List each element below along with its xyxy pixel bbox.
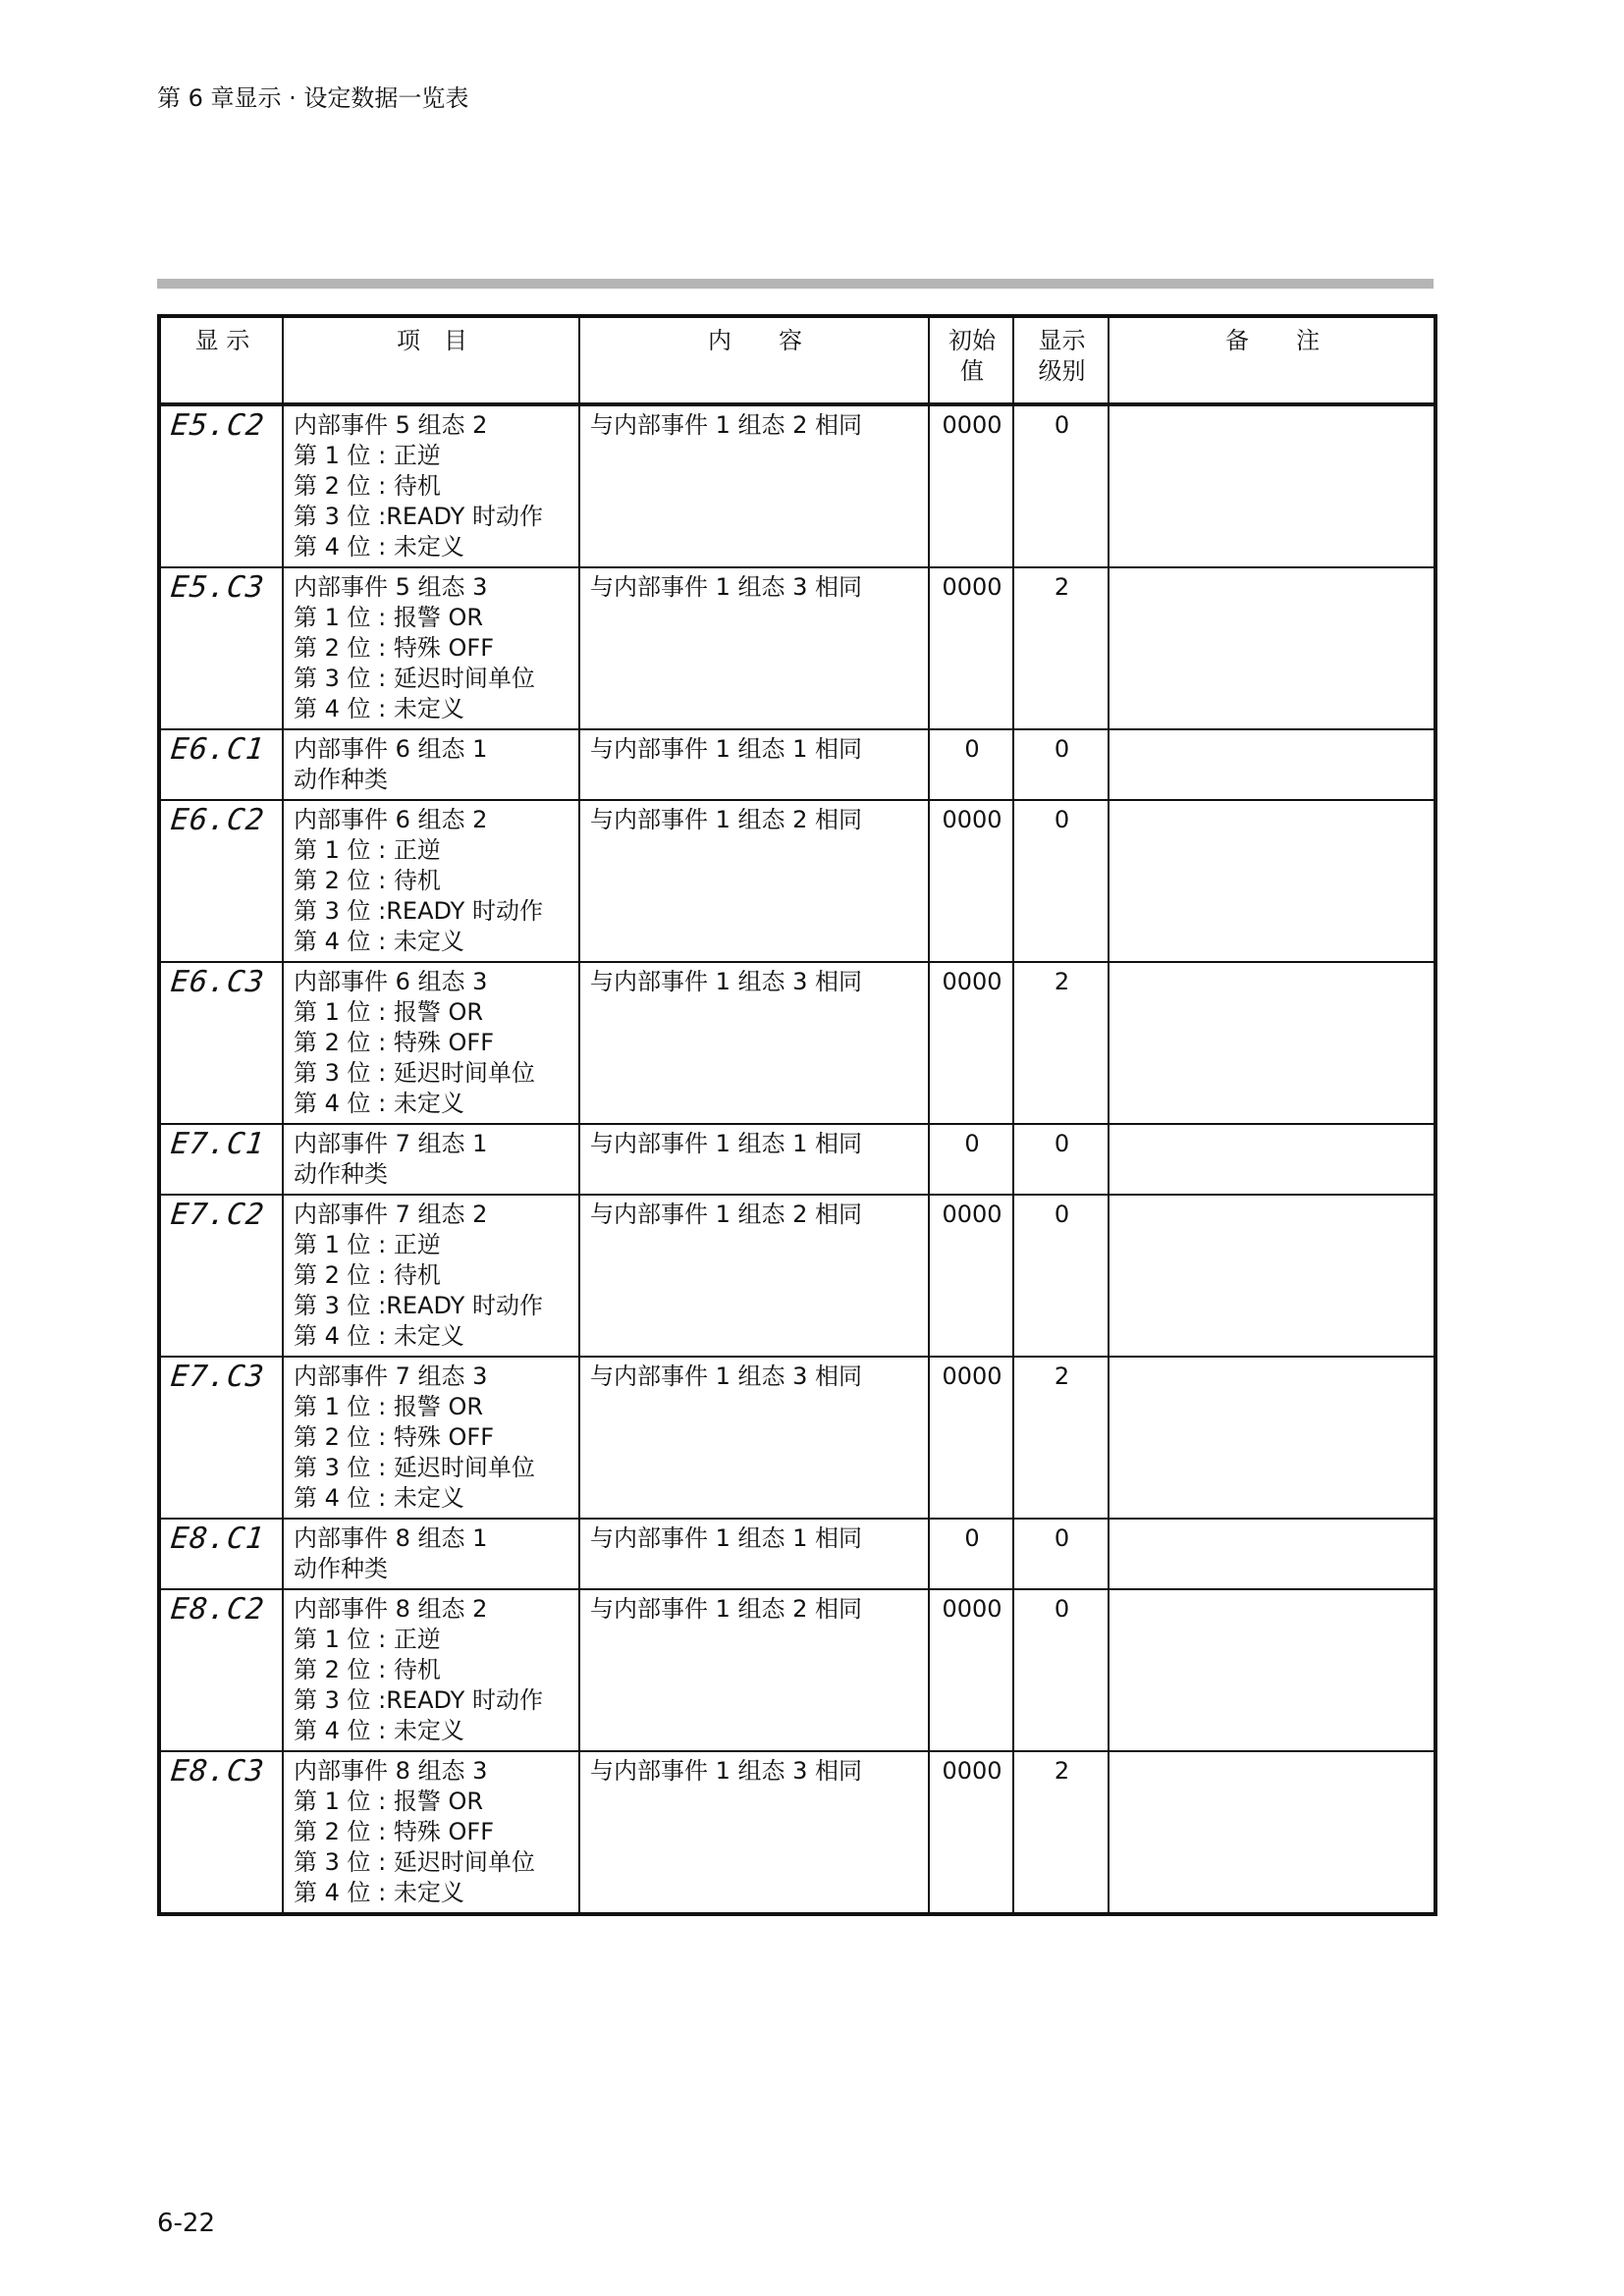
item-line: 第 2 位 : 特殊 OFF (294, 1029, 494, 1056)
display-code: E8.C1 (169, 1522, 267, 1556)
chapter-title: 第 6 章显示 · 设定数据一览表 (157, 84, 469, 112)
item-cell (283, 567, 579, 729)
remark-cell (1109, 1519, 1435, 1589)
item-line: 第 1 位 : 报警 OR (294, 604, 484, 631)
content-cell: 与内部事件 1 组态 2 相同 (579, 1195, 929, 1357)
item-line: 内部事件 5 组态 3 (294, 573, 488, 601)
display-code-cell (159, 1124, 283, 1195)
initial-value-cell: 0000 (929, 567, 1013, 729)
item-line: 第 1 位 : 报警 OR (294, 998, 484, 1026)
section-divider (157, 279, 1434, 289)
display-level-cell: 0 (1013, 1589, 1109, 1751)
remark-cell (1109, 1195, 1435, 1357)
display-code-cell (159, 800, 283, 962)
display-code-cell (159, 567, 283, 729)
initial-value-cell: 0000 (929, 1195, 1013, 1357)
display-level-cell: 0 (1013, 1519, 1109, 1589)
content-cell: 与内部事件 1 组态 1 相同 (579, 1124, 929, 1195)
col-header-content: 内 容 (579, 316, 929, 404)
display-code: E7.C1 (169, 1127, 267, 1161)
remark-cell (1109, 404, 1435, 567)
item-line: 动作种类 (294, 766, 388, 793)
settings-table (157, 314, 1437, 1916)
initial-value-cell: 0000 (929, 800, 1013, 962)
content-cell: 与内部事件 1 组态 3 相同 (579, 1357, 929, 1519)
item-cell (283, 962, 579, 1124)
col-header-remark: 备 注 (1109, 316, 1435, 404)
display-level-cell: 0 (1013, 1124, 1109, 1195)
item-line: 第 3 位 : 延迟时间单位 (294, 665, 535, 692)
display-level-cell: 0 (1013, 404, 1109, 567)
display-code-cell (159, 1357, 283, 1519)
remark-cell (1109, 1124, 1435, 1195)
col-header-display: 显 示 (159, 316, 283, 404)
page-number: 6-22 (157, 2209, 216, 2238)
remark-cell (1109, 567, 1435, 729)
item-line: 第 4 位 : 未定义 (294, 928, 464, 955)
content-cell: 与内部事件 1 组态 2 相同 (579, 404, 929, 567)
item-cell (283, 1519, 579, 1589)
initial-value-cell: 0 (929, 729, 1013, 800)
item-line: 第 4 位 : 未定义 (294, 1322, 464, 1350)
item-line: 第 4 位 : 未定义 (294, 1879, 464, 1906)
content-cell: 与内部事件 1 组态 3 相同 (579, 1751, 929, 1914)
display-code-cell (159, 1589, 283, 1751)
item-line: 动作种类 (294, 1160, 388, 1188)
item-cell (283, 800, 579, 962)
item-line: 第 1 位 : 报警 OR (294, 1788, 484, 1815)
item-line: 内部事件 7 组态 2 (294, 1201, 488, 1228)
col-header-initial: 初始值 (929, 316, 1013, 404)
item-line: 内部事件 8 组态 2 (294, 1595, 488, 1623)
item-cell (283, 1124, 579, 1195)
item-line: 第 1 位 : 正逆 (294, 1626, 441, 1653)
initial-value-cell: 0000 (929, 1357, 1013, 1519)
content-cell: 与内部事件 1 组态 2 相同 (579, 1589, 929, 1751)
display-code-cell (159, 962, 283, 1124)
item-cell (283, 404, 579, 567)
item-line: 第 1 位 : 正逆 (294, 1231, 441, 1258)
display-code-cell (159, 729, 283, 800)
item-line: 内部事件 8 组态 3 (294, 1757, 488, 1785)
item-line: 第 4 位 : 未定义 (294, 1484, 464, 1512)
content-cell: 与内部事件 1 组态 1 相同 (579, 1519, 929, 1589)
remark-cell (1109, 1589, 1435, 1751)
initial-value-cell: 0 (929, 1124, 1013, 1195)
table-row (159, 567, 1435, 729)
display-code: E5.C3 (169, 570, 267, 605)
table-row (159, 729, 1435, 800)
item-line: 内部事件 7 组态 1 (294, 1130, 488, 1157)
item-line: 第 1 位 : 正逆 (294, 836, 441, 864)
display-level-cell: 0 (1013, 800, 1109, 962)
display-level-cell: 2 (1013, 1751, 1109, 1914)
table-row (159, 1357, 1435, 1519)
remark-cell (1109, 962, 1435, 1124)
display-level-cell: 0 (1013, 1195, 1109, 1357)
item-line: 内部事件 5 组态 2 (294, 411, 488, 439)
col-header-item: 项 目 (283, 316, 579, 404)
item-line: 动作种类 (294, 1555, 388, 1582)
display-level-cell: 2 (1013, 1357, 1109, 1519)
table-row (159, 1519, 1435, 1589)
item-line: 第 3 位 :READY 时动作 (294, 897, 543, 925)
item-cell (283, 1751, 579, 1914)
item-cell (283, 1589, 579, 1751)
item-cell (283, 1357, 579, 1519)
item-line: 第 2 位 : 特殊 OFF (294, 1423, 494, 1451)
item-line: 第 2 位 : 特殊 OFF (294, 1818, 494, 1845)
item-line: 第 3 位 : 延迟时间单位 (294, 1059, 535, 1087)
display-code: E5.C2 (169, 408, 267, 443)
item-line: 内部事件 8 组态 1 (294, 1524, 488, 1552)
item-line: 内部事件 7 组态 3 (294, 1362, 488, 1390)
item-cell (283, 1195, 579, 1357)
display-code: E6.C3 (169, 965, 267, 999)
item-line: 第 3 位 : 延迟时间单位 (294, 1848, 535, 1876)
content-cell: 与内部事件 1 组态 3 相同 (579, 962, 929, 1124)
item-line: 第 2 位 : 待机 (294, 1261, 441, 1289)
remark-cell (1109, 729, 1435, 800)
item-line: 第 1 位 : 报警 OR (294, 1393, 484, 1420)
initial-value-cell: 0000 (929, 1751, 1013, 1914)
item-line: 内部事件 6 组态 3 (294, 968, 488, 995)
remark-cell (1109, 1357, 1435, 1519)
initial-value-cell: 0000 (929, 1589, 1013, 1751)
display-code-cell (159, 1195, 283, 1357)
item-cell (283, 729, 579, 800)
display-code: E8.C2 (169, 1592, 267, 1627)
table-row (159, 1589, 1435, 1751)
table-row (159, 404, 1435, 567)
content-cell: 与内部事件 1 组态 3 相同 (579, 567, 929, 729)
table-row (159, 1124, 1435, 1195)
display-code: E6.C2 (169, 803, 267, 837)
item-line: 第 2 位 : 待机 (294, 1656, 441, 1683)
table-row (159, 1751, 1435, 1914)
display-code-cell (159, 404, 283, 567)
item-line: 内部事件 6 组态 1 (294, 735, 488, 763)
remark-cell (1109, 800, 1435, 962)
col-header-level: 显示 级别 (1013, 316, 1109, 404)
item-line: 第 4 位 : 未定义 (294, 695, 464, 722)
table-row (159, 962, 1435, 1124)
display-code: E7.C2 (169, 1198, 267, 1232)
display-code: E7.C3 (169, 1360, 267, 1394)
table-row (159, 800, 1435, 962)
item-line: 第 2 位 : 待机 (294, 472, 441, 500)
display-level-cell: 2 (1013, 567, 1109, 729)
item-line: 第 4 位 : 未定义 (294, 1717, 464, 1744)
initial-value-cell: 0000 (929, 404, 1013, 567)
item-line: 第 3 位 :READY 时动作 (294, 503, 543, 530)
item-line: 第 3 位 :READY 时动作 (294, 1686, 543, 1714)
item-line: 第 3 位 :READY 时动作 (294, 1292, 543, 1319)
item-line: 第 3 位 : 延迟时间单位 (294, 1454, 535, 1481)
item-line: 内部事件 6 组态 2 (294, 806, 488, 833)
display-level-cell: 2 (1013, 962, 1109, 1124)
content-cell: 与内部事件 1 组态 1 相同 (579, 729, 929, 800)
display-code: E8.C3 (169, 1754, 267, 1789)
display-code-cell (159, 1751, 283, 1914)
remark-cell (1109, 1751, 1435, 1914)
content-cell: 与内部事件 1 组态 2 相同 (579, 800, 929, 962)
item-line: 第 2 位 : 待机 (294, 867, 441, 894)
display-code: E6.C1 (169, 732, 267, 767)
item-line: 第 2 位 : 特殊 OFF (294, 634, 494, 662)
item-line: 第 4 位 : 未定义 (294, 533, 464, 561)
table-header-row (159, 316, 1435, 404)
item-line: 第 1 位 : 正逆 (294, 442, 441, 469)
initial-value-cell: 0 (929, 1519, 1013, 1589)
initial-value-cell: 0000 (929, 962, 1013, 1124)
table-row (159, 1195, 1435, 1357)
item-line: 第 4 位 : 未定义 (294, 1090, 464, 1117)
display-level-cell: 0 (1013, 729, 1109, 800)
display-code-cell (159, 1519, 283, 1589)
